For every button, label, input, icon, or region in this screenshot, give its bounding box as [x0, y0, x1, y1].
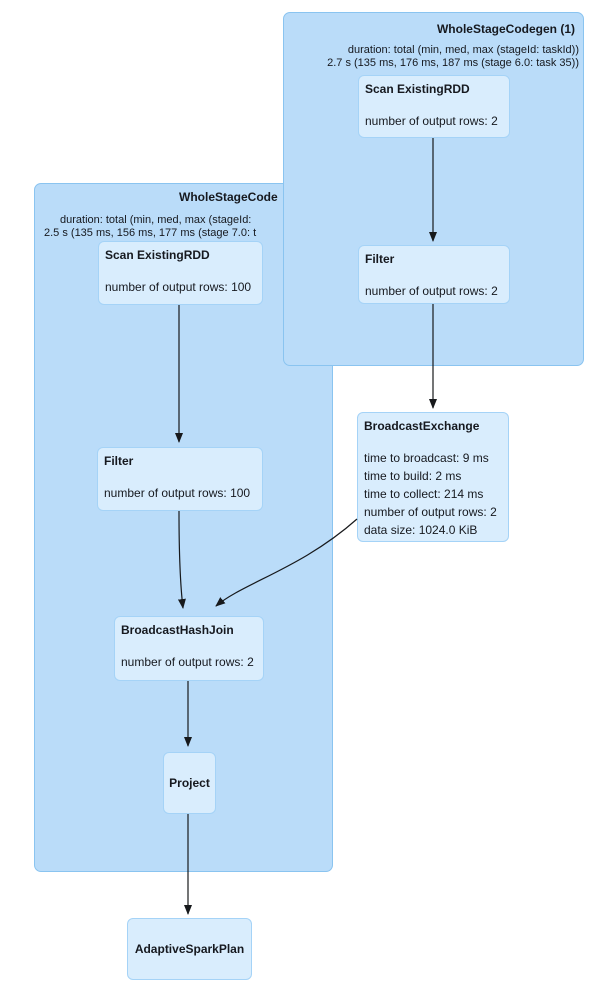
plan-node-filter-1 [358, 245, 510, 304]
node-title: Filter [365, 252, 395, 266]
node-metric: time to collect: 214 ms [364, 487, 484, 501]
cluster-duration-line1: duration: total (min, med, max (stageId: [60, 214, 252, 226]
cluster-title: WholeStageCode [179, 190, 278, 204]
node-metric: number of output rows: 2 [364, 505, 497, 519]
node-metric: number of output rows: 100 [105, 280, 252, 294]
cluster-duration-line2: 2.7 s (135 ms, 176 ms, 187 ms (stage 6.0: task 35)) [327, 57, 579, 69]
node-title: Scan ExistingRDD [365, 82, 470, 96]
node-title: AdaptiveSparkPlan [134, 942, 245, 956]
node-metric: time to build: 2 ms [364, 469, 462, 483]
node-metric: number of output rows: 2 [121, 655, 254, 669]
wholestagecodegen-1-cluster [283, 12, 584, 366]
node-title: BroadcastHashJoin [121, 623, 234, 637]
cluster-duration [327, 44, 579, 70]
node-title: Scan ExistingRDD [105, 248, 210, 262]
node-metric: data size: 1024.0 KiB [364, 523, 478, 537]
node-metric: time to broadcast: 9 ms [364, 451, 489, 465]
plan-node-broadcast-hash-join [114, 616, 264, 681]
plan-node-scan-existing-rdd-2 [98, 241, 263, 305]
cluster-duration-line1: duration: total (min, med, max (stageId: taskId)) [347, 44, 579, 56]
node-title: BroadcastExchange [364, 419, 480, 433]
plan-node-broadcast-exchange [357, 412, 509, 542]
plan-node-filter-2 [97, 447, 263, 511]
node-title: Project [169, 776, 210, 790]
plan-node-adaptive-spark-plan [127, 918, 252, 980]
node-metric: number of output rows: 100 [104, 486, 251, 500]
cluster-duration-line2: 2.5 s (135 ms, 156 ms, 177 ms (stage 7.0: t [44, 227, 257, 239]
node-metric: number of output rows: 2 [365, 284, 498, 298]
cluster-title: WholeStageCodegen (1) [436, 22, 575, 36]
node-title: Filter [104, 454, 134, 468]
plan-node-scan-existing-rdd-1 [358, 75, 510, 138]
node-metric: number of output rows: 2 [365, 114, 498, 128]
plan-node-project [163, 752, 216, 814]
